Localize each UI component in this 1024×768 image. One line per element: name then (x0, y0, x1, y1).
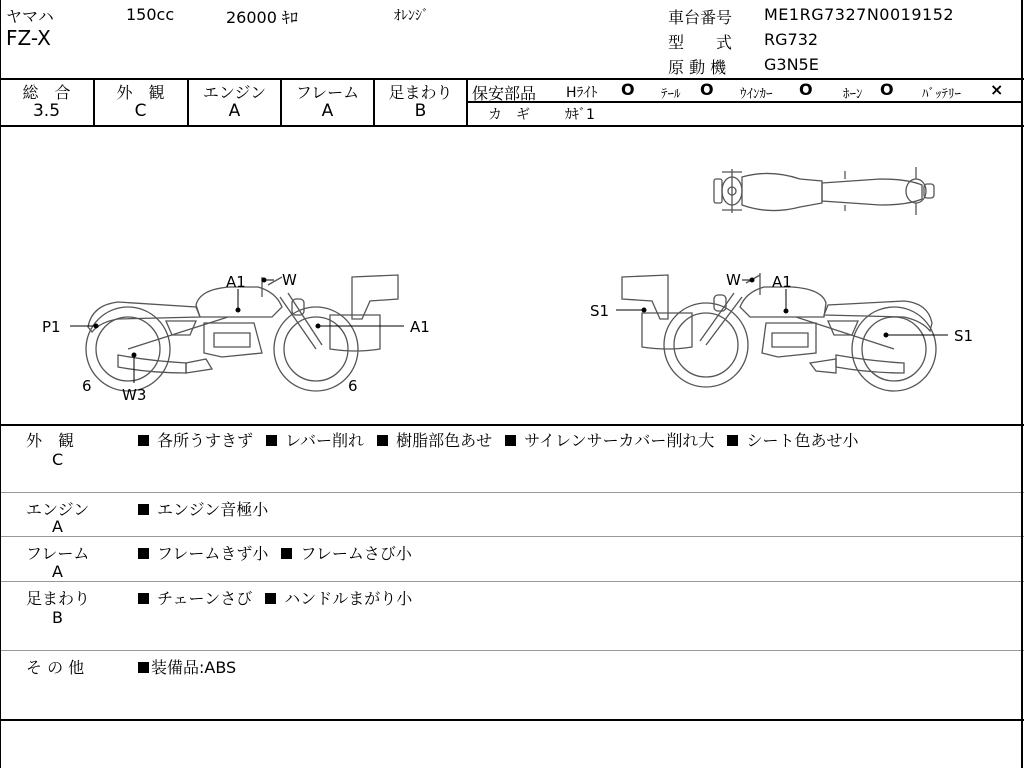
bullet-icon (265, 593, 276, 604)
bullet-icon (266, 435, 277, 446)
section-suspension-items (136, 586, 418, 609)
bullet-icon (505, 435, 516, 446)
defect-item: サイレンサーカバー削れ大 (524, 431, 715, 450)
divider (0, 581, 1024, 582)
bullet-icon (281, 548, 292, 559)
bullet-icon (138, 504, 149, 515)
label-left-w3: W3 (122, 386, 147, 404)
defect-item: シート色あせ小 (746, 431, 859, 450)
section-exterior-items (136, 428, 864, 451)
bullet-icon (138, 662, 149, 673)
color: ｵﾚﾝｼﾞ (394, 8, 429, 24)
section-suspension-label: 足まわり (26, 589, 91, 608)
label-right-a1: A1 (772, 273, 792, 291)
key-value: ｶｷﾞ1 (565, 107, 595, 123)
defect-item: 各所うすきず (157, 431, 254, 450)
label-right-w: W (726, 271, 741, 289)
type-value: RG732 (764, 30, 819, 49)
divider (0, 424, 1024, 426)
defect-item: エンジン音極小 (157, 500, 269, 519)
bullet-icon (377, 435, 388, 446)
safety-headlight-mark: O (621, 80, 635, 99)
frame-no-label: 車台番号 (668, 8, 733, 27)
label-left-p1: P1 (42, 318, 61, 336)
label-left-six-right: 6 (348, 377, 358, 395)
engine-value: G3N5E (764, 55, 819, 74)
defect-item: チェーンさび (157, 589, 253, 608)
frame-score-label: フレーム (295, 83, 360, 102)
defect-item: 樹脂部色あせ (396, 431, 493, 450)
engine-score-value: A (228, 101, 241, 121)
mileage: 26000 ｷﾛ (226, 8, 298, 27)
defect-item: レバー削れ (285, 431, 364, 450)
section-suspension-grade: B (52, 608, 63, 627)
section-engine-label: エンジン (26, 500, 90, 519)
displacement: 150cc (126, 5, 175, 24)
bullet-icon (138, 548, 149, 559)
section-frame-grade: A (52, 562, 63, 581)
section-frame-label: フレーム (26, 544, 90, 563)
safety-horn-mark: O (880, 80, 894, 99)
divider (0, 650, 1024, 651)
safety-headlight-name: Hﾗｲﾄ (566, 85, 598, 101)
motorcycle-left-view (86, 275, 398, 391)
label-right-s1-right: S1 (954, 327, 974, 345)
damage-diagram (0, 127, 1024, 423)
defect-item: 装備品:ABS (151, 658, 237, 677)
bullet-icon (727, 435, 738, 446)
safety-winker-mark: O (799, 80, 813, 99)
section-exterior-label: 外 観 (26, 431, 75, 450)
total-label: 総 合 (22, 83, 71, 102)
exterior-value: C (134, 101, 147, 121)
safety-winker-name: ｳｲﾝｶｰ (740, 87, 773, 102)
section-engine-grade: A (52, 517, 63, 536)
section-frame-items (136, 541, 418, 564)
divider (0, 719, 1024, 721)
frame-score-value: A (321, 101, 334, 121)
safety-battery-name: ﾊﾞｯﾃﾘｰ (922, 87, 961, 102)
divider (0, 536, 1024, 537)
maker: ヤマハ (6, 7, 54, 26)
total-value: 3.5 (32, 101, 61, 121)
divider (0, 492, 1024, 493)
bullet-icon (138, 593, 149, 604)
label-left-a1-right: A1 (410, 318, 430, 336)
exterior-label: 外 観 (116, 83, 165, 102)
label-left-six-left: 6 (82, 377, 92, 395)
key-label: カ ギ (488, 107, 530, 123)
defect-item: フレームきず小 (157, 544, 269, 563)
safety-battery-mark: × (990, 80, 1004, 99)
motorcycle-top-view (714, 167, 934, 215)
label-right-s1-left: S1 (590, 302, 610, 320)
label-left-w: W (282, 271, 297, 289)
safety-label: 保安部品 (472, 84, 537, 103)
section-exterior-grade: C (52, 450, 64, 469)
safety-tail-name: ﾃｰﾙ (661, 87, 681, 102)
bullet-icon (138, 435, 149, 446)
suspension-score-label: 足まわり (388, 83, 453, 102)
type-label: 型 式 (668, 33, 733, 52)
frame-no-value: ME1RG7327N0019152 (764, 5, 955, 24)
engine-score-label: エンジン (202, 83, 267, 102)
defect-item: ハンドルまがり小 (284, 589, 413, 608)
model-name: FZ-X (6, 26, 51, 50)
section-other-label: そ の 他 (26, 658, 85, 677)
safety-tail-mark: O (700, 80, 714, 99)
frame-border-right (1021, 0, 1023, 768)
suspension-score-value: B (414, 101, 427, 121)
defect-item: フレームさび小 (300, 544, 412, 563)
section-other-items (136, 655, 242, 678)
section-engine-items (136, 497, 274, 520)
safety-horn-name: ﾎｰﾝ (843, 87, 863, 102)
label-left-a1-top: A1 (226, 273, 246, 291)
frame-border-left (0, 0, 1, 768)
engine-label: 原 動 機 (668, 58, 727, 77)
